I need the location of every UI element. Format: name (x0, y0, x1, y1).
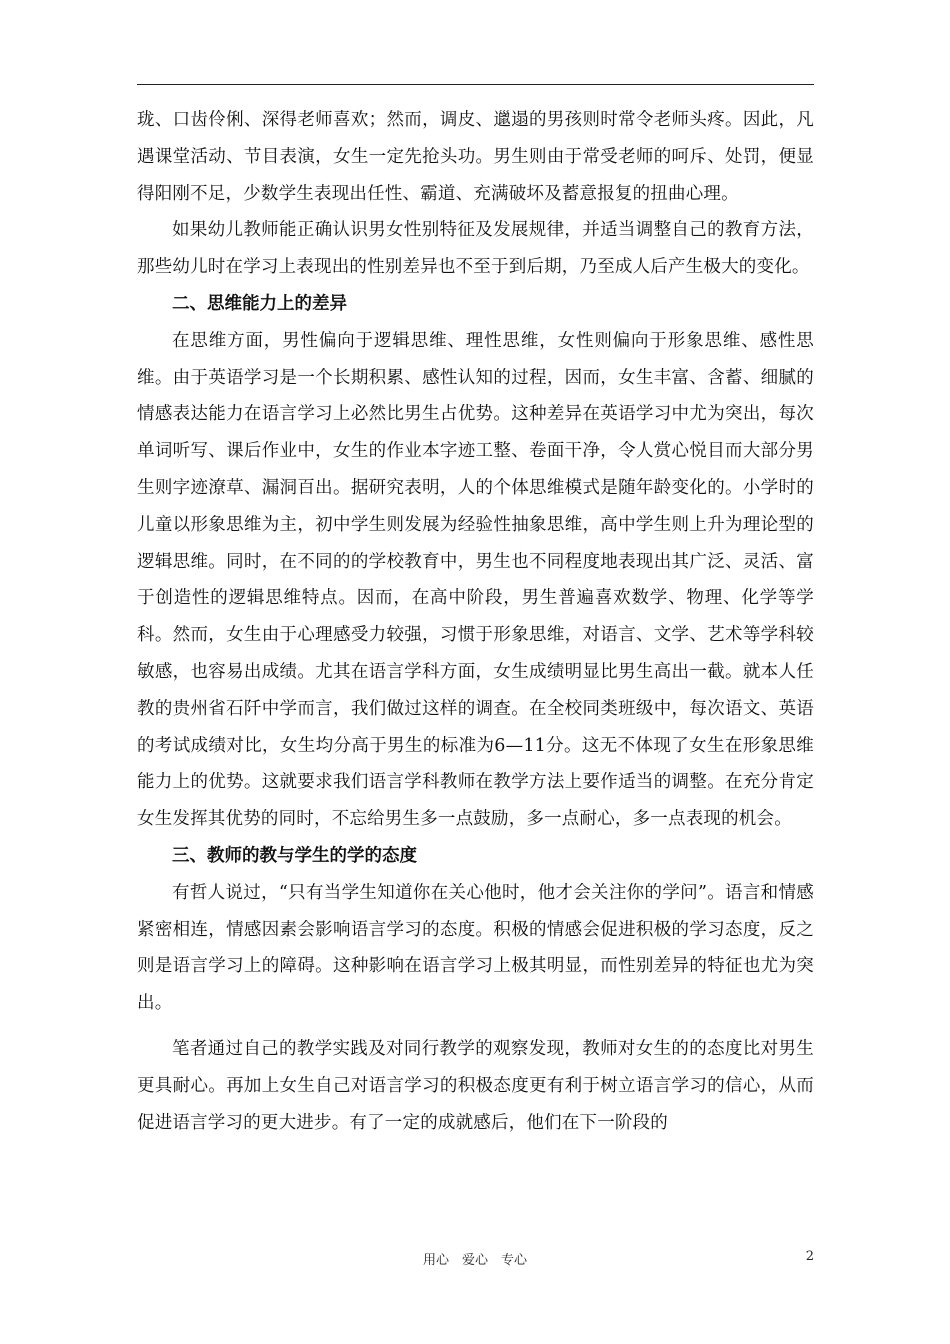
paragraph-4: 有哲人说过，“只有当学生知道你在关心他时，他才会关注你的学问”。语言和情感紧密相连，情感因素会影响语言学习的态度。积极的情感会促进积极的学习态度，反之则是语言学习上的障碍。这种影响在语言学习上极其明显，而性别差异的特征也尤为突出。 (137, 882, 814, 1014)
header-rule (137, 84, 814, 85)
footer-motto: 用心 爱心 专心 (422, 1253, 527, 1268)
page-number: 2 (805, 1249, 814, 1264)
paragraph-2: 如果幼儿教师能正确认识男女性别特征及发展规律，并适当调整自己的教育方法，那些幼儿时在学习上表现出的性别差异也不至于到后期，乃至成人后产生极大的变化。 (137, 220, 814, 278)
section-heading-3: 三、教师的教与学生的学的态度 (172, 845, 417, 866)
section-heading-2: 二、思维能力上的差异 (172, 293, 347, 314)
paragraph-1: 珑、口齿伶俐、深得老师喜欢；然而，调皮、邋遢的男孩则时常令老师头疼。因此，凡遇课堂活动、节目表演，女生一定先抢头功。男生则由于常受老师的呵斥、处罚，便显得阳刚不足，少数学生表现出任性、霸道、充满破坏及蓄意报复的扭曲心理。 (137, 110, 814, 204)
paragraph-3: 在思维方面，男性偏向于逻辑思维、理性思维，女性则偏向于形象思维、感性思维。由于英语学习是一个长期积累、感性认知的过程，因而，女生丰富、含蓄、细腻的情感表达能力在语言学习上必然比男生占优势。这种差异在英语学习中尤为突出，每次单词听写、课后作业中，女生的作业本字迹工整、卷面干净，令人赏心悦目而大部分男生则字迹潦草、漏洞百出。据研究表明，人的个体思维模式是随年龄变化的。小学时的儿童以形象思维为主，初中学生则发展为经验性抽象思维，高中学生则上升为理论型的逻辑思维。同时，在不同的的学校教育中，男生也不同程度地表现出其广泛、灵活、富于创造性的逻辑思维特点。因而，在高中阶段，男生普遍喜欢数学、物理、化学等学科。然而，女生由于心理感受力较强，习惯于形象思维，对语言、文学、艺术等学科较敏感，也容易出成绩。尤其在语言学科方面，女生成绩明显比男生高出一截。就本人任教的贵州省石阡中学而言，我们做过这样的调查。在全校同类班级中，每次语文、英语的考试成绩对比，女生均分高于男生的标准为6—11分。这无不体现了女生在形象思维能力上的优势。这就要求我们语言学科教师在教学方法上要作适当的调整。在充分肯定女生发挥其优势的同时，不忘给男生多一点鼓励，多一点耐心，多一点表现的机会。 (137, 330, 814, 830)
paragraph-5: 笔者通过自己的教学实践及对同行教学的观察发现，教师对女生的的态度比对男生更具耐心。再加上女生自己对语言学习的积极态度更有利于树立语言学习的信心，从而促进语言学习的更大进步。有了一定的成就感后，他们在下一阶段的 (137, 1038, 814, 1133)
document-body (137, 102, 814, 1141)
